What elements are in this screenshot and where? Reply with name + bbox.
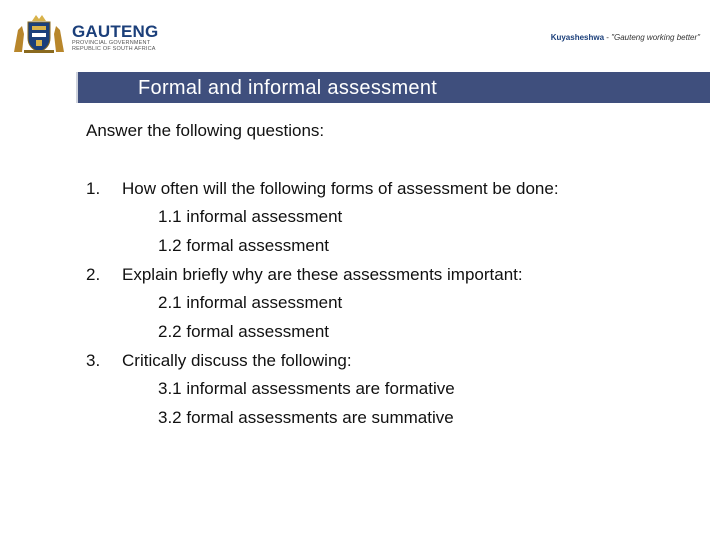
tagline	[551, 33, 700, 42]
question-number: 3.	[86, 351, 101, 370]
question-item	[86, 178, 559, 200]
logo-main-text: GAUTENG	[72, 22, 159, 41]
sub-question: 1.1 informal assessment	[158, 207, 343, 226]
tagline-brand: Kuyasheshwa	[550, 33, 605, 42]
sub-question: 3.1 informal assessments are formative	[158, 379, 455, 398]
question-item	[86, 350, 352, 372]
intro-text: Answer the following questions:	[86, 121, 325, 140]
tagline-quote: "Gauteng working better"	[611, 33, 700, 42]
question-text: How often will the following forms of assessment be done:	[122, 179, 559, 198]
sub-question: 2.1 informal assessment	[158, 293, 343, 312]
question-item	[86, 264, 523, 286]
logo-subtext: REPUBLIC OF SOUTH AFRICA	[72, 46, 156, 52]
sub-question: 3.2 formal assessments are summative	[158, 408, 454, 427]
sub-question: 2.2 formal assessment	[158, 322, 330, 341]
logo-subtext: PROVINCIAL GOVERNMENT	[72, 40, 151, 46]
tagline-separator: -	[604, 33, 612, 42]
slide-title: Formal and informal assessment	[138, 77, 438, 99]
question-text: Explain briefly why are these assessments important:	[122, 265, 523, 284]
question-text: Critically discuss the following:	[122, 351, 352, 370]
coat-of-arms-icon	[10, 12, 68, 54]
sub-question: 1.2 formal assessment	[158, 236, 330, 255]
question-number: 2.	[86, 265, 101, 284]
header	[0, 0, 720, 62]
question-number: 1.	[86, 179, 101, 198]
logo-wordmark	[72, 24, 158, 52]
